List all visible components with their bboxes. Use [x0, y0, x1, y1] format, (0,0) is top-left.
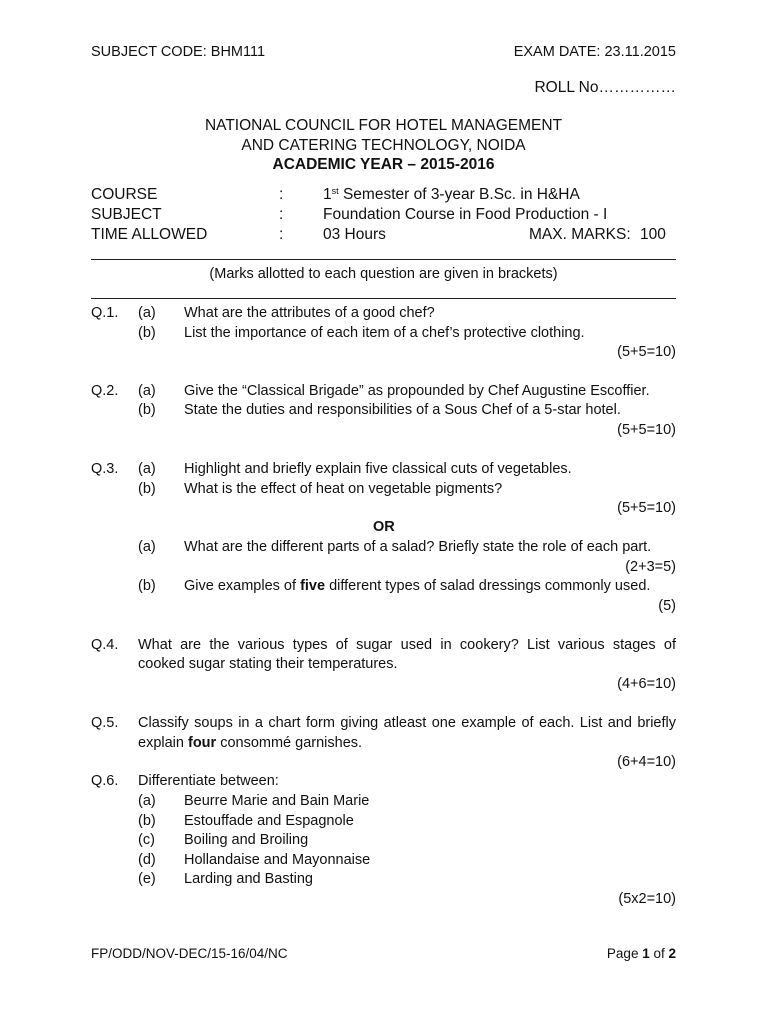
marks-note: (Marks allotted to each question are given in brackets) [209, 266, 558, 282]
q6-item-text: Estouffade and Espagnole [184, 813, 354, 829]
q6-item-label: (c) [138, 832, 155, 848]
academic-year: ACADEMIC YEAR – 2015-2016 [272, 156, 495, 173]
q6-marks: (5x2=10) [618, 891, 676, 907]
time-value: 03 Hours [323, 226, 386, 243]
q1-marks: (5+5=10) [617, 344, 676, 360]
council-name-line1: NATIONAL COUNCIL FOR HOTEL MANAGEMENT [204, 117, 563, 134]
q6-item-text: Beurre Marie and Bain Marie [184, 793, 370, 809]
q4-text-line2: cooked sugar stating their temperatures. [138, 656, 398, 672]
q3-alt-b-text: Give examples of five different types of salad dressings commonly used. [184, 578, 651, 594]
q3-b-label: (b) [138, 481, 156, 497]
q2-a-text: Give the “Classical Brigade” as propounded by Chef Augustine Escoffier. [184, 383, 650, 399]
max-marks-value: 100 [640, 226, 666, 243]
q6-item-text: Hollandaise and Mayonnaise [184, 852, 371, 868]
q2-b-label: (b) [138, 402, 156, 418]
time-label: TIME ALLOWED [91, 226, 208, 243]
q4-marks: (4+6=10) [617, 676, 676, 692]
course-separator: : [279, 186, 284, 203]
q3-alt-b-label: (b) [138, 578, 156, 594]
q4-number: Q.4. [91, 637, 119, 653]
q6-item-label: (a) [138, 793, 156, 809]
roll-number: ROLL No…………… [534, 79, 676, 96]
q1-a-text: What are the attributes of a good chef? [184, 305, 435, 321]
exam-date: EXAM DATE: 23.11.2015 [513, 44, 676, 60]
q6-item-text: Larding and Basting [184, 871, 313, 887]
q4-text-line1: What are the various types of sugar used in cookery? List various stages of [138, 637, 676, 653]
q6-item-text: Boiling and Broiling [184, 832, 309, 848]
q3-number: Q.3. [91, 461, 119, 477]
q3-a-label: (a) [138, 461, 156, 477]
course-value: 1st Semester of 3-year B.Sc. in H&HA [323, 186, 580, 203]
q3-alt-a-text: What are the different parts of a salad? Briefly state the role of each part. [184, 539, 652, 555]
time-separator: : [279, 226, 284, 243]
subject-code: SUBJECT CODE: BHM111 [91, 44, 266, 60]
subject-label: SUBJECT [91, 206, 162, 223]
max-marks-label: MAX. MARKS: [529, 226, 631, 243]
q5-text-line2: explain four consommé garnishes. [138, 735, 363, 751]
subject-value: Foundation Course in Food Production - I [323, 206, 608, 223]
q3-alt-a-label: (a) [138, 539, 156, 555]
q3-b-text: What is the effect of heat on vegetable pigments? [184, 481, 503, 497]
q6-item-label: (e) [138, 871, 156, 887]
q5-number: Q.5. [91, 715, 119, 731]
q6-number: Q.6. [91, 773, 119, 789]
q6-intro: Differentiate between: [138, 773, 279, 789]
q5-text-line1: Classify soups in a chart form giving atleast one example of each. List and briefly [138, 715, 676, 731]
q6-item-label: (d) [138, 852, 156, 868]
q2-number: Q.2. [91, 383, 119, 399]
q2-b-text: State the duties and responsibilities of a Sous Chef of a 5-star hotel. [184, 402, 621, 418]
divider-top [91, 259, 676, 260]
q1-number: Q.1. [91, 305, 119, 321]
q2-marks: (5+5=10) [617, 422, 676, 438]
q2-a-label: (a) [138, 383, 156, 399]
q6-item-label: (b) [138, 813, 156, 829]
course-label: COURSE [91, 186, 158, 203]
q3-a-text: Highlight and briefly explain five classical cuts of vegetables. [184, 461, 572, 477]
q3-alt-b-marks: (5) [658, 598, 676, 614]
q1-a-label: (a) [138, 305, 156, 321]
q3-alt-a-marks: (2+3=5) [625, 559, 676, 575]
q1-b-text: List the importance of each item of a chef’s protective clothing. [184, 325, 585, 341]
q5-marks: (6+4=10) [617, 754, 676, 770]
council-name-line2: AND CATERING TECHNOLOGY, NOIDA [241, 137, 526, 154]
subject-separator: : [279, 206, 284, 223]
page-indicator: Page 1 of 2 [606, 946, 676, 961]
divider-bottom [91, 298, 676, 299]
q3-marks: (5+5=10) [617, 500, 676, 516]
q3-or: OR [373, 519, 395, 535]
footer-code: FP/ODD/NOV-DEC/15-16/04/NC [91, 946, 288, 961]
q1-b-label: (b) [138, 325, 156, 341]
